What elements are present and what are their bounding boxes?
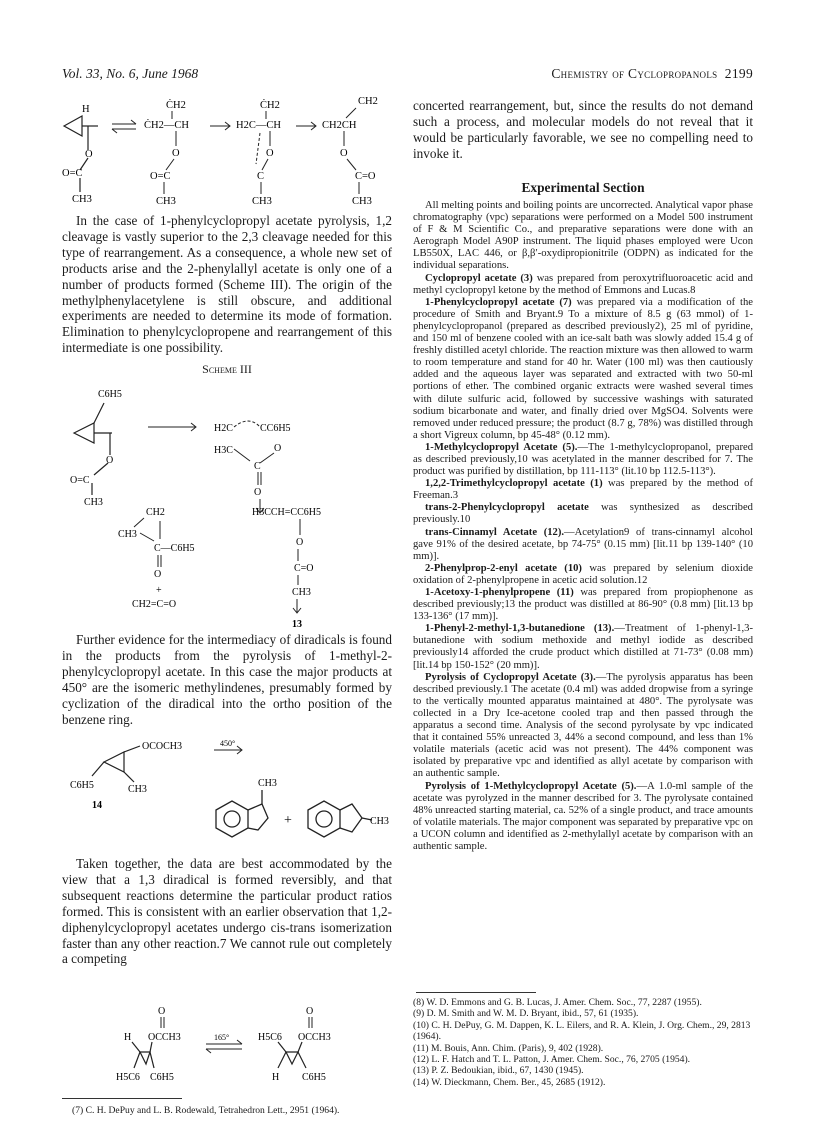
sch-p3a-label: H3CCH=CC6H5 — [252, 507, 321, 518]
experimental-paragraph-text: —Treatment of 1-phenyl-1,3-butanedione with sodium methoxide and methyl iodide as described previously14 afforded the crude product which distilled at 71-73° (0.08 mm) [lit.14 bp 150-152° (20 mm)]. — [413, 623, 754, 671]
experimental-paragraph-heading: Pyrolysis of Cyclopropyl Acetate (3). — [425, 671, 596, 683]
experimental-paragraph-heading: 2-Phenylprop-2-enyl acetate (10) — [425, 562, 582, 574]
running-header-left: Vol. 33, No. 6, June 1968 — [62, 66, 199, 81]
s2-oc-label: O=C — [150, 171, 171, 182]
scheme-iii-diagram — [64, 375, 384, 630]
bot-hb-label: H — [272, 1072, 280, 1083]
bot-occh3-label: OCCH3 — [148, 1032, 181, 1043]
s1-h-label: H — [82, 104, 90, 115]
top-reaction-scheme — [60, 86, 400, 210]
s1-o-label: O — [85, 149, 93, 160]
sch-compound-13-label: 13 — [292, 619, 302, 630]
footnote-item: (11) M. Bouis, Ann. Chim. (Paris), 9, 402 (1928). — [413, 1042, 604, 1054]
scheme-arrow-down-2 — [293, 599, 301, 613]
reaction-arrow-2 — [296, 122, 316, 130]
experimental-paragraph — [413, 587, 753, 623]
experimental-paragraph — [413, 527, 753, 563]
bot-occh3b-label: OCCH3 — [298, 1032, 331, 1043]
bot-c6h5-label: C6H5 — [150, 1072, 174, 1083]
bot-h5c6-label: H5C6 — [116, 1072, 140, 1083]
experimental-paragraph-heading: trans-2-Phenylcyclopropyl acetate — [425, 502, 589, 514]
experimental-paragraph — [413, 273, 753, 297]
c14-ch3-label: CH3 — [128, 784, 147, 795]
footnote-rule-right — [416, 992, 536, 993]
s2-o-label: O — [172, 148, 180, 159]
s4-o-label: O — [340, 148, 348, 159]
experimental-paragraph — [413, 442, 753, 478]
experimental-paragraph-heading: 1-Phenylcyclopropyl acetate (7) — [425, 296, 572, 308]
footnote-item: (13) P. Z. Bedoukian, ibid., 67, 1430 (1945). — [413, 1065, 584, 1077]
experimental-paragraph-text: was synthesized as described previously.10 — [413, 502, 753, 526]
footnote-item: (10) C. H. DePuy, G. M. Dappen, K. L. Eilers, and R. A. Klein, J. Org. Chem., 29, 2813 (1964). — [413, 1019, 751, 1043]
equilibrium-arrow — [112, 120, 136, 133]
sch-p1b-label: CC6H5 — [260, 423, 291, 434]
experimental-paragraph-text: was prepared from peroxytrifluoroacetic acid and methyl cyclopropyl ketone by the method of Emmons and Lucas.8 — [413, 272, 753, 296]
page-number: 2199 — [724, 66, 753, 81]
experimental-paragraph-heading: Cyclopropyl acetate (3) — [425, 272, 533, 284]
running-header-right — [551, 66, 753, 82]
sch-p2a-label: CH2 — [146, 507, 165, 518]
bot-o2-label: O — [306, 1006, 314, 1017]
footnote-7: (7) C. H. DePuy and L. B. Rodewald, Tetrahedron Lett., 2951 (1964). — [72, 1105, 340, 1116]
experimental-paragraph-heading: 1-Methylcyclopropyl Acetate (5). — [425, 441, 578, 453]
s3-ch3-label: CH3 — [252, 196, 272, 207]
experimental-paragraph-heading: 1-Acetoxy-1-phenylpropene (11) — [425, 587, 574, 598]
experimental-paragraph — [413, 297, 753, 442]
scheme-iii-title: Scheme III — [202, 362, 252, 376]
sch-p1e-label: O — [274, 443, 282, 454]
running-title: Chemistry of Cyclopropanols — [551, 66, 718, 81]
ind-ch3b-label: CH3 — [370, 816, 389, 827]
experimental-paragraph — [413, 672, 753, 781]
experimental-paragraph-text: —A 1.0-ml sample of the acetate was pyrolyzed in the manner described for 3. The pyrolysate contained 48% unreacted starting material, ca. 52% of a single product, and trace amounts of volatile materials. The major component was separated by preparative vpc on a UCON column and identified as 2-methylallyl acetate by comparison with an authentic sample. — [413, 780, 754, 852]
experimental-paragraph — [413, 200, 753, 273]
experimental-paragraph-text: was prepared by the method of Freeman.3 — [413, 478, 753, 502]
s3-c-label: C — [257, 171, 265, 182]
s3-mid-label: H2C—CH — [236, 120, 281, 131]
bot-c6h5b-label: C6H5 — [302, 1072, 326, 1083]
sch-p1o-label: O — [254, 487, 262, 498]
left-paragraph-3: Taken together, the data are best accommodated by the view that a 1,3 diradical is formed reversibly, and that subsequent reactions determine the particular product ratios formed. This is consistent with an earlier observation that 1,2-diphenylcyclopropyl acetates undergo cis-trans isomerization faster than any other reaction.7 We cannot rule out completely a competing — [62, 856, 392, 967]
sch-p3c-label: C=O — [294, 563, 314, 574]
experimental-paragraph-heading: trans-Cinnamyl Acetate (12). — [425, 526, 565, 538]
c14-temp-label: 450° — [220, 739, 236, 748]
sch-plus-label: + — [156, 585, 162, 596]
experimental-paragraph — [413, 502, 753, 526]
sch-p1c-label: H3C — [214, 445, 233, 456]
sch-p2c-label: C—C6H5 — [154, 543, 195, 554]
methylindene-2-structure — [308, 801, 372, 837]
sch-oc-label: O=C — [70, 475, 90, 486]
s3-ch2-label: ĊH2 — [260, 100, 280, 111]
cis-trans-isomerization-scheme — [110, 1002, 370, 1088]
methylindene-1-structure — [216, 790, 268, 837]
experimental-paragraph-text: All melting points and boiling points are uncorrected. Analytical vapor phase chromatography (vpc) separations were performed on a Model 500 instrument of F & M Scientific Co., and preparative separations were done with an Aerograph Model A90P instrument. The liquid phases employed were Ucon LB550X, LAC 446, or β,β′-oxydipropionitrile (ODPN) as indicated for the individual separations. — [413, 200, 753, 272]
ind-plus-label: + — [284, 813, 292, 828]
c14-c6h5-label: C6H5 — [70, 780, 94, 791]
s1-oc-label: O=C — [62, 168, 83, 179]
c14-number-label: 14 — [92, 800, 102, 811]
c14-ococh3-label: OCOCH3 — [142, 741, 183, 752]
s4-ch2-label: CH2 — [358, 96, 378, 107]
ind-ch3a-label: CH3 — [258, 778, 277, 789]
left-paragraph-1: In the case of 1-phenylcyclopropyl acetate pyrolysis, 1,2 cleavage is vastly superior to the 2,3 cleavage needed for this type of rearrangement. As a consequence, a whole new set of products arise and the 2-phenylallyl acetate is only one of a number of products formed (Scheme III). The origin of the methylphenylacetylene is still obscure, and additional experiments are needed to determine its mode of formation. Elimination to phenylcyclopropene and rearrangement of this intermediate is one possibility. — [62, 213, 392, 356]
bot-o1-label: O — [158, 1006, 166, 1017]
s4-mid-label: CH2CH — [322, 120, 357, 131]
bot-h-label: H — [124, 1032, 132, 1043]
experimental-paragraph-heading: 1-Phenyl-2-methyl-1,3-butanedione (13). — [425, 623, 615, 635]
footnote-rule-left — [62, 1098, 182, 1099]
reaction-arrow-1 — [210, 122, 230, 130]
footnote-item: (14) W. Dieckmann, Chem. Ber., 45, 2685 (1912). — [413, 1076, 606, 1088]
sch-p1d-label: C — [254, 461, 261, 472]
sch-p1a-label: H2C — [214, 423, 233, 434]
experimental-paragraph-text: —The pyrolysis apparatus has been described previously.1 The acetate (0.4 ml) was added dropwise from a syringe to the vertically mounted apparatus maintained at 480°. The pyrolysate was collected in a Dry Ice-acetone cooled trap and then passed through the apparatus a second time. Analysis of the second pyrolysate by vpc indicated that it contained 55% unreacted 3, 44% a second compound, and less than 1% volatile materials (acetic acid was not present). The 44% component was isolated by preparative vpc and identified as allyl acetate by comparison with an authentic sample. — [413, 671, 754, 780]
experimental-section-title: Experimental Section — [521, 180, 645, 195]
sch-p3b-label: O — [296, 537, 304, 548]
experimental-section-body — [413, 200, 753, 853]
experimental-paragraph-text: —The 1-methylcyclopropanol, prepared as described previously,10 was acetylated in the manner described for 7. The product was purified by distillation, bp 111-113° (lit.10 bp 112.5-113°). — [413, 441, 753, 478]
compound-14-reaction — [64, 732, 394, 848]
sch-c6h5-label: C6H5 — [98, 389, 122, 400]
left-paragraph-2: Further evidence for the intermediacy of diradicals is found in the products from the pyrolysis of 1-methyl-2-phenylcyclopropyl acetate. In this case the major products at 450° are the isomeric methylindenes, presumably formed by cyclization of the diradical into the ortho position of the benzene ring. — [62, 632, 392, 727]
footnote-item: (9) D. M. Smith and W. M. D. Bryant, ibid., 57, 61 (1935). — [413, 1008, 639, 1020]
right-footnotes — [413, 997, 753, 1088]
sch-o-label: O — [106, 455, 114, 466]
sch-p2d-label: O — [154, 569, 162, 580]
experimental-paragraph — [413, 623, 753, 671]
sch-ch3-label: CH3 — [84, 497, 103, 508]
experimental-paragraph-text: was prepared by selenium dioxide oxidation of 2-phenylpropene in acetic acid solution.12 — [413, 562, 753, 586]
bot-h5c6b-label: H5C6 — [258, 1032, 282, 1043]
s3-o-label: O — [266, 148, 274, 159]
cyclopropyl-acetate-structure — [64, 116, 98, 192]
experimental-paragraph — [413, 781, 753, 854]
footnote-item: (12) L. F. Hatch and T. L. Patton, J. Amer. Chem. Soc., 76, 2705 (1954). — [413, 1054, 691, 1066]
experimental-paragraph — [413, 478, 753, 502]
sch-p3d-label: CH3 — [292, 587, 311, 598]
sch-ketene-label: CH2=C=O — [132, 599, 177, 610]
s2-mid-label: ĊH2—CH — [144, 120, 189, 131]
s2-ch2-label: ĊH2 — [166, 100, 186, 111]
scheme-arrow-right — [148, 423, 196, 431]
right-paragraph-1: concerted rearrangement, but, since the results do not demand such a process, and molecular models do not reveal that it would be particularly favorable, we see no compelling need to invoke it. — [413, 98, 753, 161]
s4-co-label: C=O — [355, 171, 376, 182]
bot-temp-label: 165° — [214, 1033, 230, 1042]
experimental-paragraph-text: —Acetylation9 of trans-cinnamyl alcohol gave 91% of the desired acetate, bp 74-75° (0.15 mm) [lit.11 bp 139-140° (10 mm)]. — [413, 526, 753, 562]
experimental-paragraph-text: was prepared via a modification of the procedure of Smith and Bryant.9 To a mixture of 8.5 g (63 mmol) of 1-phenylcyclopropanol (prepared as described previously2), 25 ml of pyridine, and 150 ml of benzene cooled with an ice-salt bath was slowly added 15.4 g of freshly distilled acetyl chloride. The reaction mixture was then allowed to warm to room temperature and stand for 40 hr. Water (100 ml) was then cautiously added and the aqueous layer was separated and extracted with two 50-ml portions of ether. The combined organic extracts were washed several times with dilute sulfuric acid, followed by successive washings with saturated sodium bicarbonate and water, and finally dried over MgSO4. Solvents were removed under reduced pressure; the product (8.7 g, 78%) was distilled through a short Vigreux column, bp 45-48° (0.12 mm). — [413, 296, 753, 441]
s4-ch3-label: CH3 — [352, 196, 372, 207]
experimental-paragraph-heading: Pyrolysis of 1-Methylcyclopropyl Acetate (5). — [425, 780, 637, 792]
experimental-paragraph — [413, 563, 753, 587]
experimental-paragraph-heading: 1,2,2-Trimethylcyclopropyl acetate (1) — [425, 478, 603, 490]
experimental-paragraph-text: was prepared from propiophenone as described previously;13 the product was distilled at 86-90° (0.8 mm) [lit.13 bp 133-136° (17 mm)]. — [413, 587, 753, 623]
sch-p2b-label: CH3 — [118, 529, 137, 540]
footnote-item: (8) W. D. Emmons and G. B. Lucas, J. Amer. Chem. Soc., 77, 2287 (1955). — [413, 997, 702, 1008]
s2-ch3-label: CH3 — [156, 196, 176, 207]
s1-ch3-label: CH3 — [72, 194, 92, 205]
